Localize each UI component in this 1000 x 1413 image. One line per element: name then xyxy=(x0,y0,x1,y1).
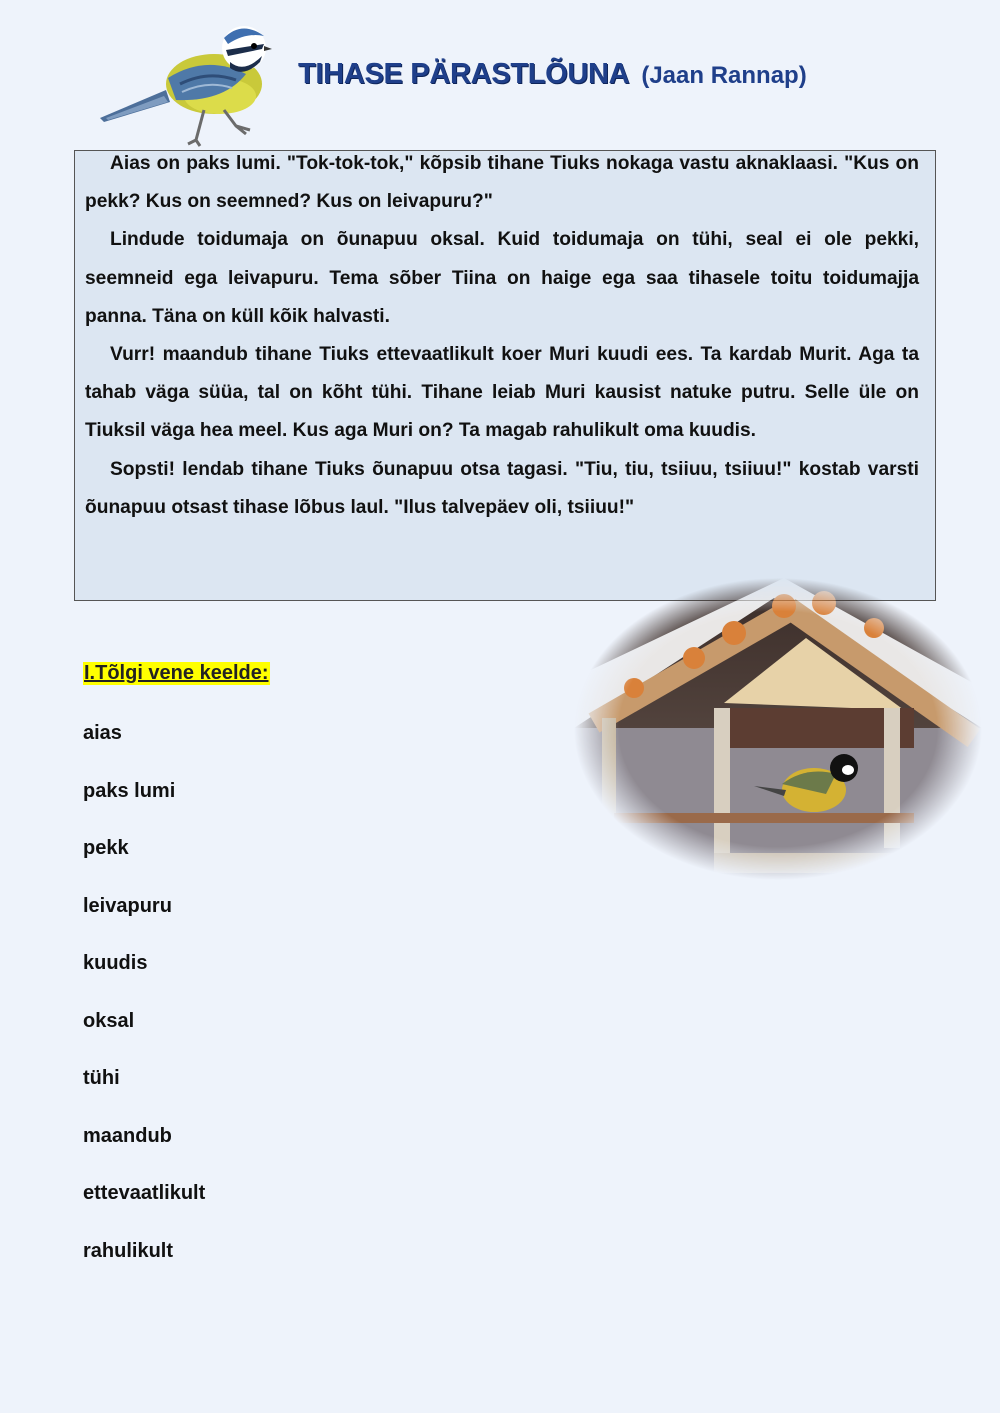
blue-tit-bird-icon xyxy=(96,18,276,153)
story-paragraph: Sopsti! lendab tihane Tiuks õunapuu otsa tagasi. "Tiu, tiu, tsiiuu, tsiiuu!" kostab varsti õunapuu otsast tihase lõbus laul. "Ilus talvepäev oli, tsiiuu!" xyxy=(85,458,919,518)
story-paragraph: Lindude toidumaja on õunapuu oksal. Kuid toidumaja on tühi, seal ei ole pekki, seemneid ega leivapuru. Tema sõber Tiina on haige ega saa tihasele toitu toidumajja panna. Täna on küll kõik halvasti. xyxy=(85,229,919,327)
story-paragraph: Vurr! maandub tihane Tiuks ettevaatlikult koer Muri kuudi ees. Ta kardab Murit. Aga ta tahab väga süüa, tal on kõht tühi. Tihane leiab Muri kausist natuke putru. Selle üle on Tiuksil väga hea meel. Kus aga Muri on? Ta magab rahulikult oma kuudis. xyxy=(85,344,919,442)
page-title xyxy=(298,58,807,91)
vocab-word: leivapuru xyxy=(83,894,172,917)
vocab-word: ettevaatlikult xyxy=(83,1182,206,1204)
vocab-word: pekk xyxy=(83,837,129,859)
title-text: TIHASE PÄRASTLÕUNA xyxy=(298,58,630,90)
task-heading: I.Tõlgi vene keelde: xyxy=(84,662,269,684)
story-paragraph: Aias on paks lumi. "Tok-tok-tok," kõpsib tihane Tiuks nokaga vastu aknaklaasi. "Kus on pekk? Kus on seemned? Kus on leivapuru?" xyxy=(85,153,919,213)
vocab-word: rahulikult xyxy=(83,1239,174,1262)
vocab-word: oksal xyxy=(83,1009,135,1032)
author-text: (Jaan Rannap) xyxy=(641,62,807,89)
vocabulary-list xyxy=(83,718,205,1293)
story-box xyxy=(74,150,936,601)
vocab-word: tühi xyxy=(83,1067,120,1089)
vocab-word: paks lumi xyxy=(83,779,176,802)
vocab-word: maandub xyxy=(83,1124,172,1147)
vocab-word: kuudis xyxy=(83,952,148,974)
vocab-word: aias xyxy=(83,722,122,744)
bird-feeder-with-great-tit-photo xyxy=(574,578,982,880)
